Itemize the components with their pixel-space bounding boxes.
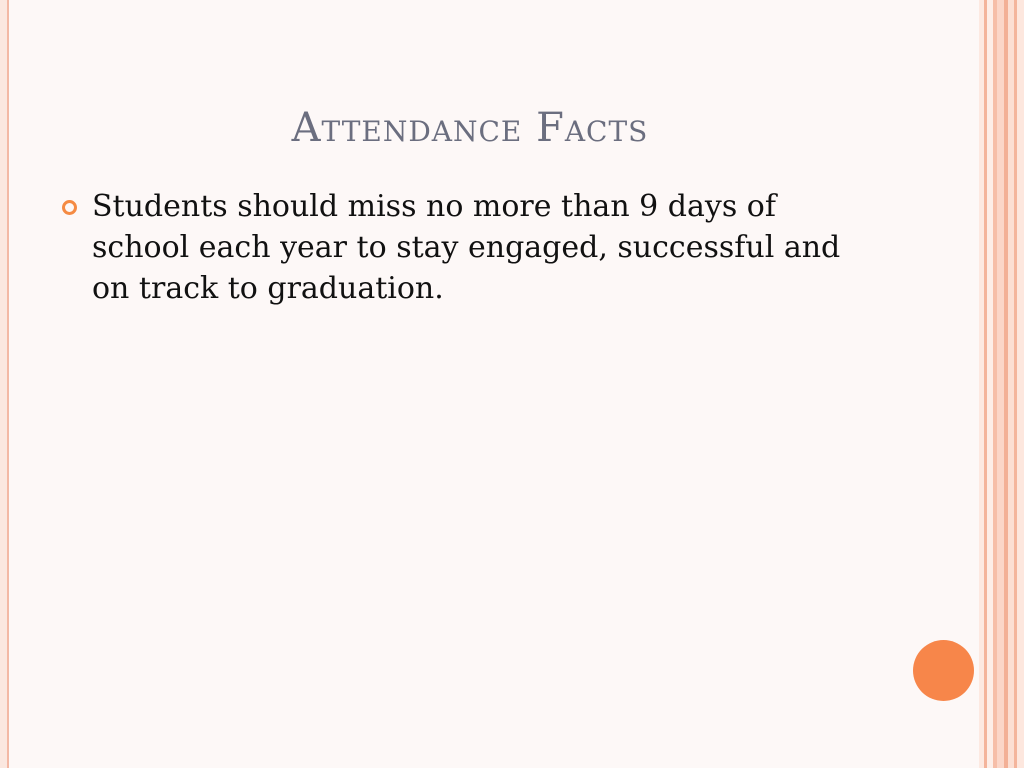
stripe (997, 0, 1004, 768)
slide-title: Attendance Facts (291, 105, 649, 151)
orange-circle-decoration (913, 640, 974, 701)
ring-bullet-icon (62, 200, 77, 215)
stripe (1017, 0, 1024, 768)
bullet-text: Students should miss no more than 9 days of school each year to stay engaged, successful and on track to graduation. (92, 189, 841, 306)
right-stripe-decoration (979, 0, 1024, 768)
